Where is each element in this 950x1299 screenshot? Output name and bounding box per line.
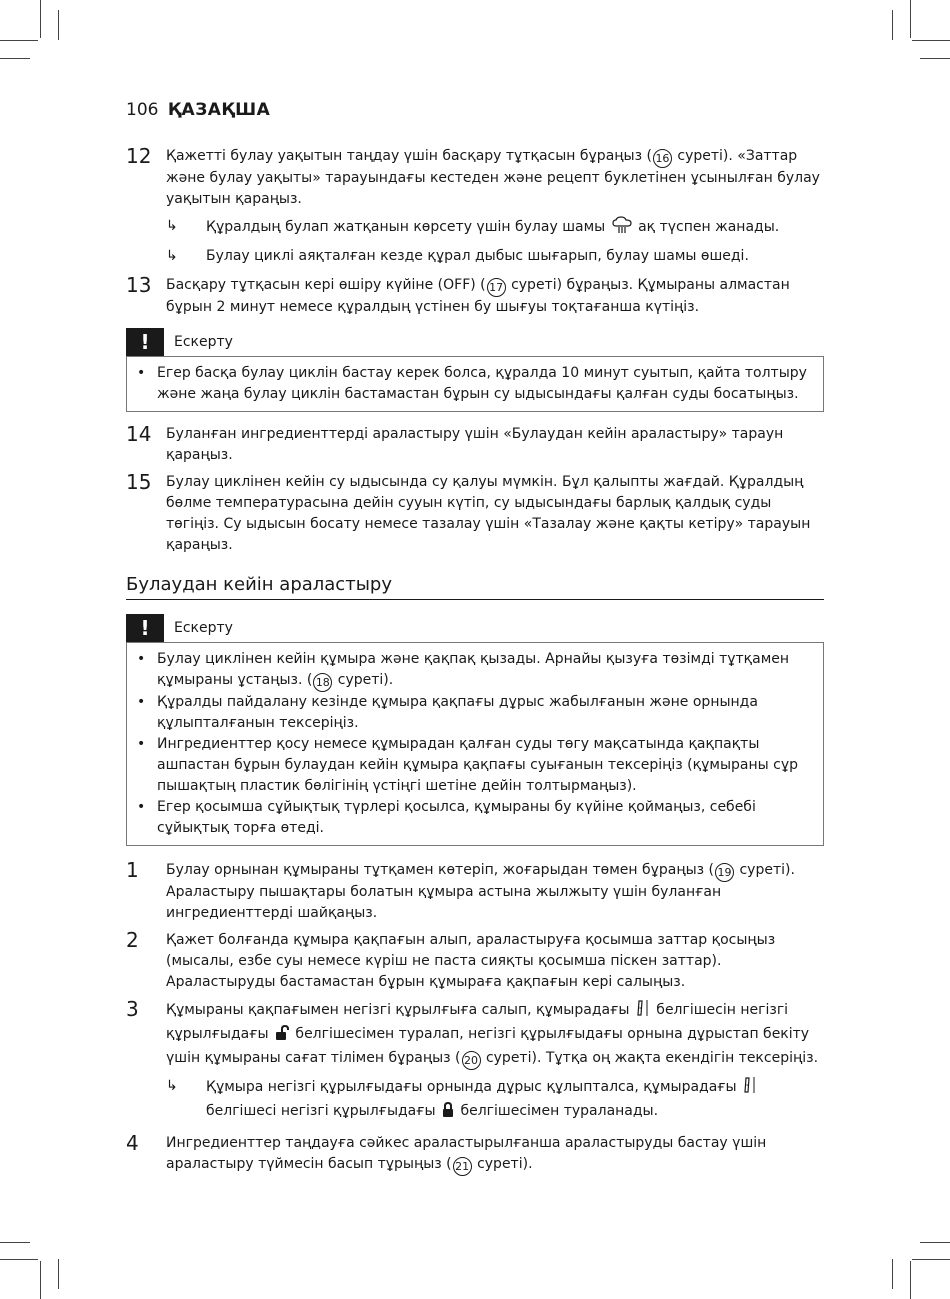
crop-mark	[892, 10, 893, 40]
step-text: Буланған ингредиенттерді араластыру үшін «Булаудан кейін араластыру» тараун қараңыз.	[166, 426, 784, 463]
crop-mark	[40, 1261, 41, 1299]
step-number: 1	[126, 858, 139, 882]
crop-mark	[920, 1242, 950, 1243]
note-bullet	[137, 797, 815, 839]
note-header	[126, 614, 824, 642]
text-segment: Егер басқа булау циклін бастау керек болса, құралда 10 минут суытып, қайта толтыру және жаңа булау циклін бастамастан бұрын су ыдысындағы қалған суды босатыңыз.	[157, 365, 807, 402]
text-segment: белгішесімен тураланады.	[456, 1103, 659, 1119]
crop-mark	[920, 58, 950, 59]
crop-mark	[912, 1259, 950, 1260]
text-segment: белгішесімен туралап, негізгі құрылғыдағы орнына дұрыстап бекіту үшін құмыраны сағат тілімен бұраңыз (	[166, 1026, 810, 1066]
locked-padlock-icon	[442, 1102, 454, 1125]
step-1	[126, 860, 824, 924]
bullet-dot: •	[137, 365, 146, 381]
step-number: 12	[126, 144, 152, 168]
text-segment: Құралдың булап жатқанын көрсету үшін булау шамы	[206, 219, 610, 235]
crop-mark	[0, 58, 30, 59]
text-segment: Булау циклінен кейін құмыра және қақпақ қызады. Арнайы қызуға төзімді тұтқамен құмыраны ұстаңыз. (	[157, 651, 790, 688]
result-item	[126, 246, 824, 267]
crop-mark	[0, 40, 38, 41]
step-text: Булау циклінен кейін су ыдысында су қалуы мүмкін. Бұл қалыпты жағдай. Құралдың бөлме температурасына дейін сууын күтіп, су ыдысындағы барлық қалдық суды төгіңіз. Су ыдысын босату немесе тазалау үшін «Тазалау және қақты кетіру» тарауын қараңыз.	[166, 474, 811, 553]
result-arrow-icon: ↳	[166, 218, 178, 234]
exclamation-icon: !	[126, 614, 164, 642]
step-text: Қажет болғанда құмыра қақпағын алып, араластыруға қосымша заттар қосыңыз (мысалы, езбе суы немесе күріш не паста сияқты қосымша піскен заттар). Араластыруды бастамастан бұрын құмыраға қақпағын кері салыңыз.	[166, 932, 776, 990]
step-4	[126, 1133, 824, 1176]
text-segment: суреті) бұраңыз. Құмыраны алмастан бұрын 2 минут немесе құралдың үстінен бу шығуы тоқтағанша күтіңіз.	[166, 277, 790, 315]
jar-lock-mark-icon	[636, 999, 650, 1024]
text-segment: ақ түспен жанады.	[633, 219, 780, 235]
text-segment: Булау орнынан құмыраны тұтқамен көтеріп, жоғарыдан төмен бұраңыз (	[166, 862, 715, 878]
language-title: ҚАЗАҚША	[167, 100, 271, 120]
figure-ref: 16	[653, 149, 672, 168]
step-text	[166, 860, 824, 924]
crop-mark	[910, 0, 911, 38]
step-number: 15	[126, 470, 152, 494]
text-segment: Егер қосымша сұйықтық түрлері қосылса, құмыраны бу күйіне қоймаңыз, себебі сұйықтық торға өтеді.	[157, 799, 756, 836]
result-arrow-icon: ↳	[166, 248, 178, 264]
text-segment: суреті).	[472, 1156, 533, 1172]
text-segment: суреті). Тұтқа оң жақта екендігін тексеріңіз.	[481, 1050, 819, 1066]
bullet-dot: •	[137, 651, 146, 667]
unlocked-padlock-icon	[275, 1025, 289, 1048]
bullet-dot: •	[137, 694, 146, 710]
crop-mark	[58, 1259, 59, 1289]
text-segment: Қажетті булау уақытын таңдау үшін басқару тұтқасын бұраңыз (	[166, 148, 652, 164]
text-segment: суреті). «Заттар және булау уақыты» тарауындағы кестеден және рецепт буклетінен ұсынылған булау уақытын қараңыз.	[166, 148, 820, 207]
step-text	[166, 275, 824, 318]
step-2	[126, 930, 824, 993]
figure-ref: 18	[313, 673, 332, 692]
warning-note	[126, 614, 824, 846]
crop-mark	[40, 0, 41, 38]
crop-mark	[912, 40, 950, 41]
figure-ref: 21	[453, 1157, 472, 1176]
text-segment: Булау циклі аяқталған кезде құрал дыбыс шығарып, булау шамы өшеді.	[206, 248, 749, 264]
figure-ref: 19	[715, 863, 734, 882]
text-segment: Ингредиенттер таңдауға сәйкес араластырылғанша араластыруды бастау үшін араластыру түймесін басып тұрыңыз (	[166, 1135, 767, 1172]
step-number: 3	[126, 997, 139, 1021]
note-bullet	[137, 649, 815, 692]
step-number: 13	[126, 273, 152, 297]
step-text	[166, 146, 824, 210]
bullet-dot: •	[137, 736, 146, 752]
step-3	[126, 999, 824, 1070]
step-15	[126, 472, 824, 556]
steam-light-icon	[612, 216, 632, 241]
note-header	[126, 328, 824, 356]
jar-lock-mark-icon	[743, 1076, 757, 1101]
text-segment: белгішесін негізгі құрылғыдағы	[166, 1002, 789, 1042]
page-header	[126, 100, 270, 120]
step-14	[126, 424, 824, 466]
text-segment: Құмыра негізгі құрылғыдағы орнында дұрыс құлыпталса, құмырадағы	[206, 1079, 742, 1095]
section-title: Булаудан кейін араластыру	[126, 572, 824, 600]
bullet-dot: •	[137, 799, 146, 815]
crop-mark	[0, 1259, 38, 1260]
step-text	[166, 999, 824, 1070]
result-item	[126, 1076, 824, 1125]
text-segment: Құралды пайдалану кезінде құмыра қақпағы дұрыс жабылғанын және орнында құлыпталғанын тексеріңіз.	[157, 694, 758, 731]
note-bullet	[137, 692, 815, 734]
text-segment: белгішесі негізгі құрылғыдағы	[206, 1103, 441, 1119]
text-segment: суреті). Араластыру пышақтары болатын құмыра астына жылжыту үшін буланған ингредиенттерді шайқаңыз.	[166, 862, 795, 921]
page-content	[126, 146, 824, 1182]
note-body	[126, 356, 824, 412]
warning-note	[126, 328, 824, 412]
step-number: 14	[126, 422, 152, 446]
crop-mark	[910, 1261, 911, 1299]
step-number: 2	[126, 928, 139, 952]
figure-ref: 20	[462, 1051, 481, 1070]
page-number: 106	[126, 100, 159, 120]
note-title: Ескерту	[174, 334, 233, 350]
result-arrow-icon: ↳	[166, 1078, 178, 1094]
text-segment: Ингредиенттер қосу немесе құмырадан қалған суды төгу мақсатында қақпақты ашпастан бұрын булаудан кейін құмыра қақпағы суығанын тексеріңіз (құмыраны сұр пышақтың пластик бөлігінің үстіңгі шетіне дейін толтырмаңыз).	[157, 736, 798, 794]
step-13	[126, 275, 824, 318]
crop-mark	[0, 1242, 30, 1243]
exclamation-icon: !	[126, 328, 164, 356]
crop-mark	[58, 10, 59, 40]
text-segment: Құмыраны қақпағымен негізгі құрылғыға салып, құмырадағы	[166, 1002, 634, 1018]
step-text	[166, 1133, 824, 1176]
step-number: 4	[126, 1131, 139, 1155]
crop-mark	[892, 1259, 893, 1289]
step-12	[126, 146, 824, 210]
text-segment: суреті).	[333, 672, 394, 688]
result-item	[126, 216, 824, 241]
note-bullet	[137, 734, 815, 797]
note-title: Ескерту	[174, 620, 233, 636]
note-body	[126, 642, 824, 846]
figure-ref: 17	[487, 278, 506, 297]
text-segment: Басқару тұтқасын кері өшіру күйіне (OFF) (	[166, 277, 486, 293]
note-bullet	[137, 363, 815, 405]
